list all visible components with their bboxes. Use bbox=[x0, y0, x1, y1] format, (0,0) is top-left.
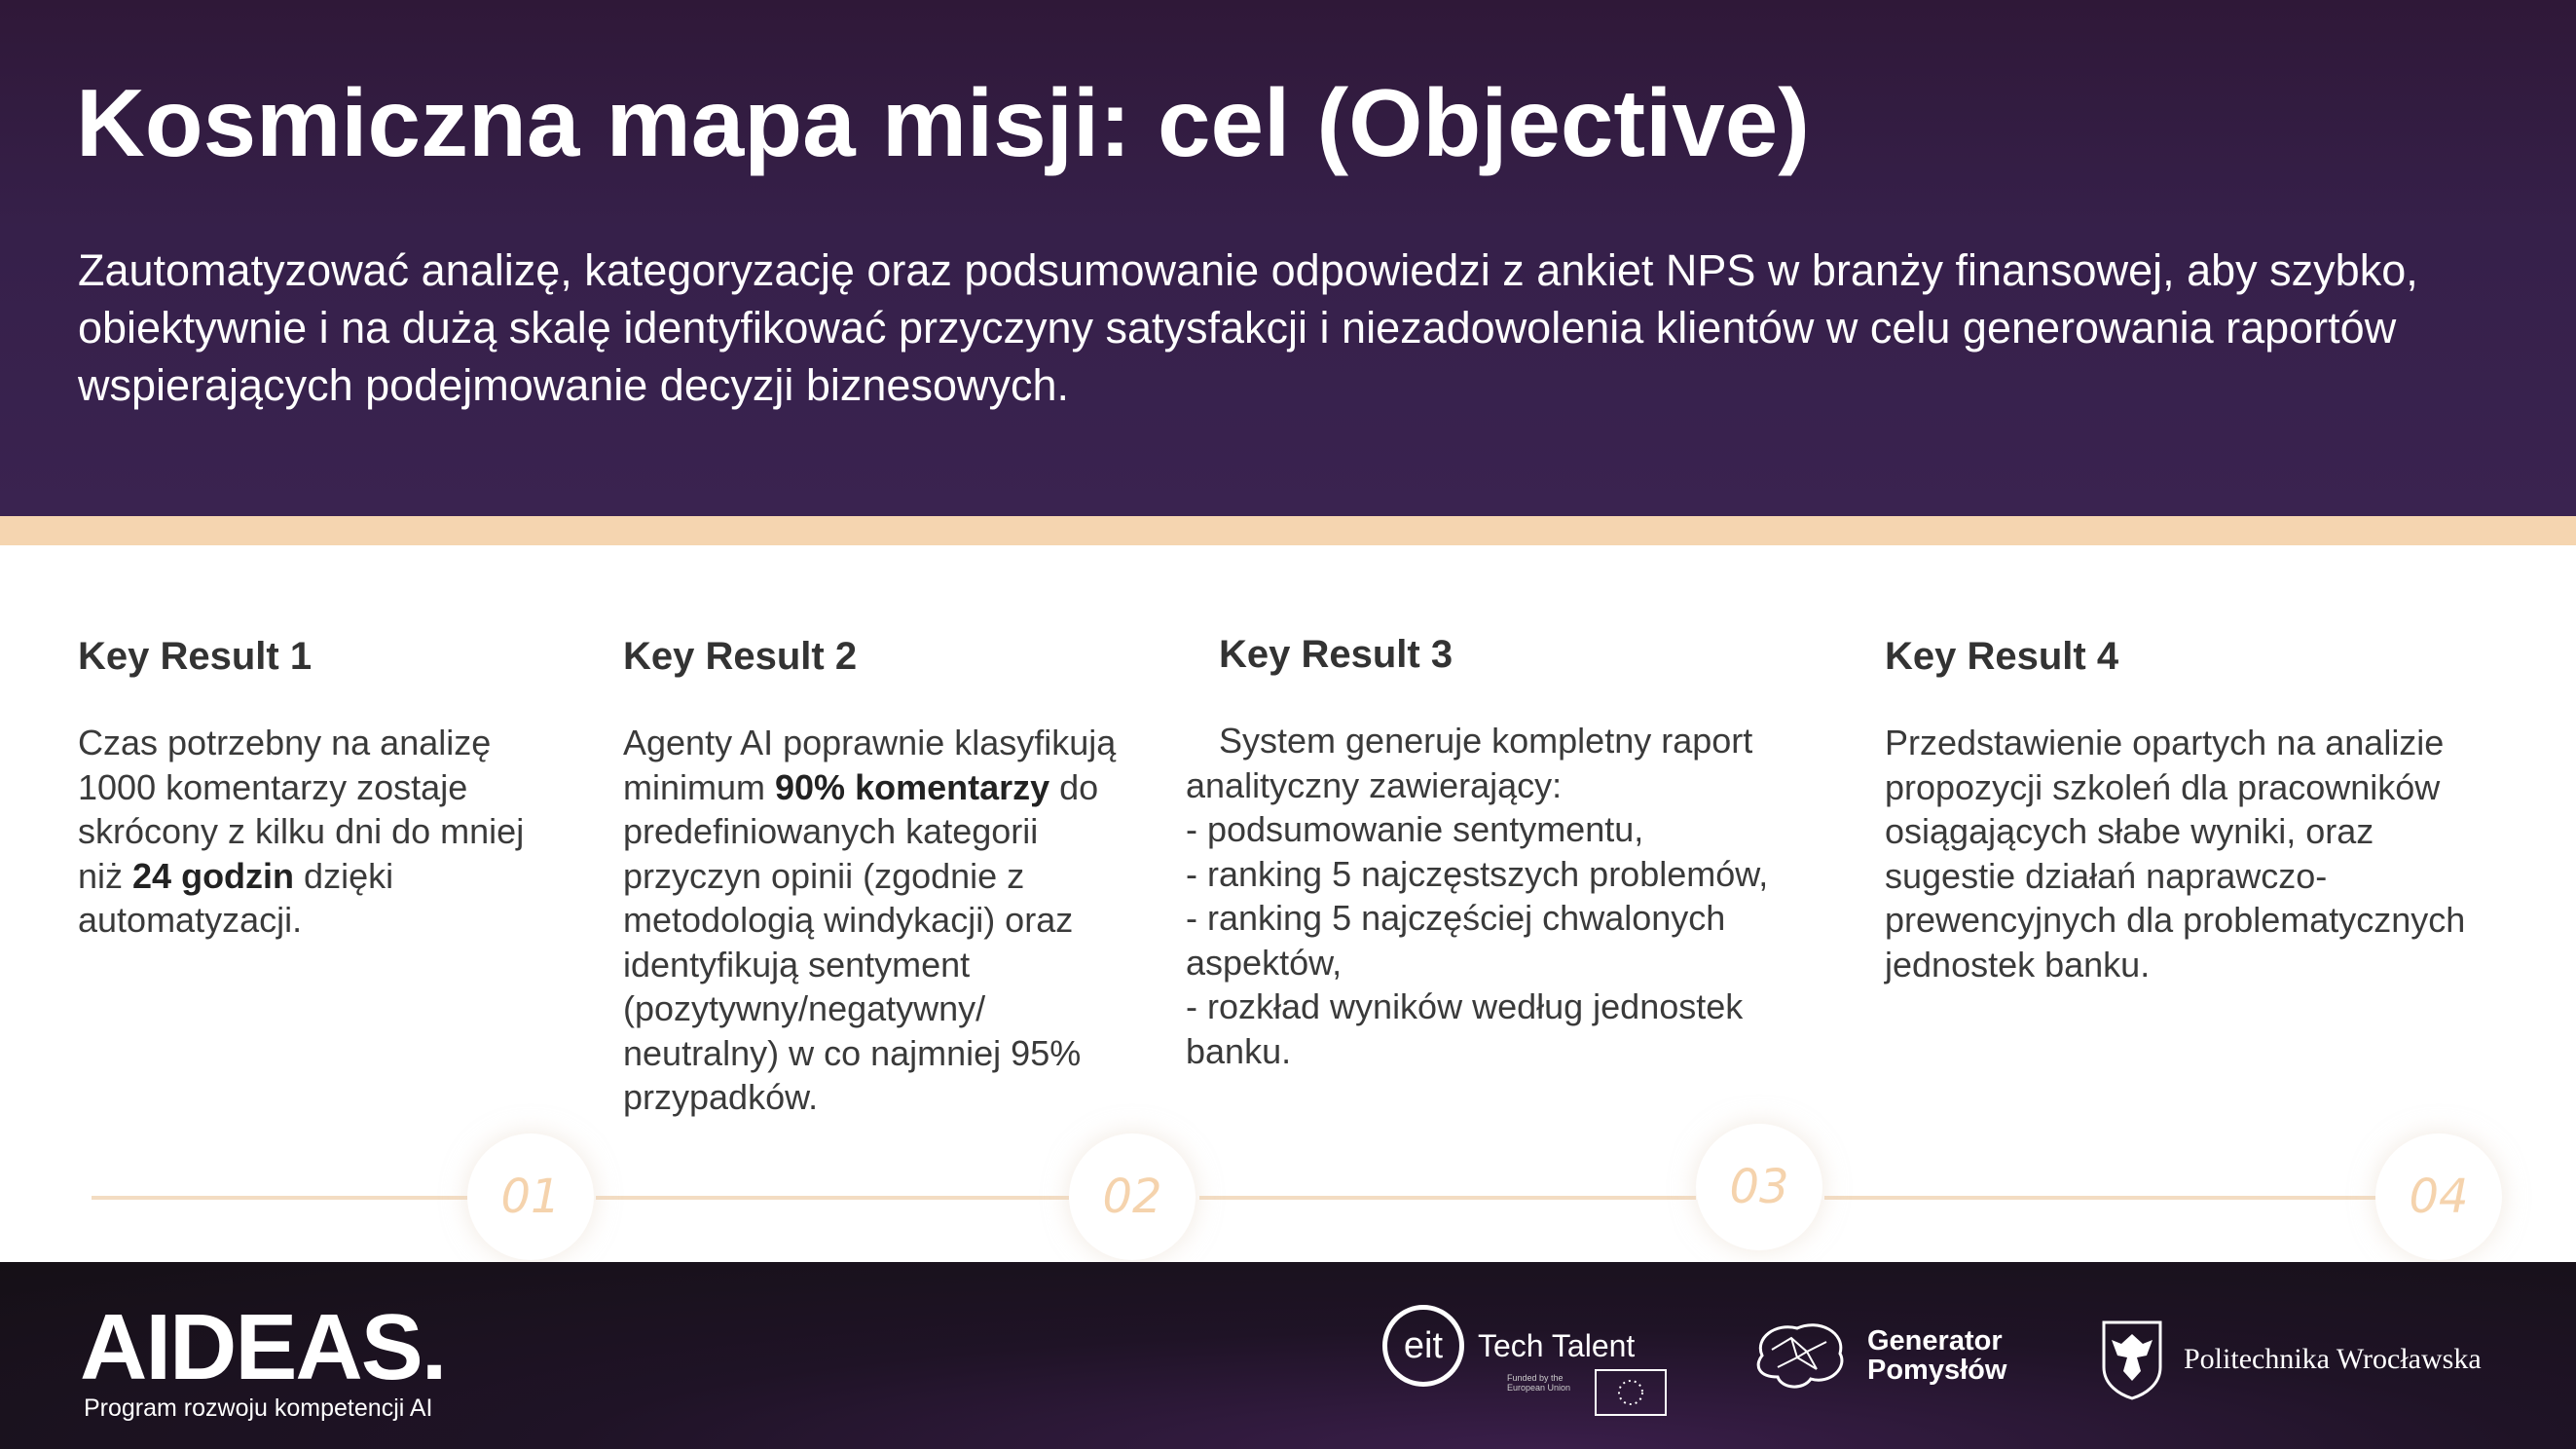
politechnika-logo bbox=[2098, 1317, 2482, 1402]
key-result-title: Key Result 2 bbox=[623, 635, 858, 678]
timeline bbox=[0, 1130, 2576, 1246]
timeline-step-03: 03 bbox=[1696, 1124, 1822, 1250]
eit-icon: eit bbox=[1382, 1305, 1464, 1387]
timeline-line bbox=[92, 1196, 467, 1200]
key-result-body: Przedstawienie opartych na analizie propozycji szkoleń dla pracowników osiągających słabe wyniki, oraz sugestie działań naprawczo- prewencyjnych dla problematycznych jednostek banku. bbox=[1885, 723, 2466, 985]
accent-stripe bbox=[0, 516, 2576, 545]
key-result-title: Key Result 3 bbox=[1219, 633, 1454, 676]
objective-text: Zautomatyzować analizę, kategoryzację oraz podsumowanie odpowiedzi z ankiet NPS w branży finansowej, aby szybko, obiektywnie i na dużą skalę identyfikować przyczyny satysfakcji i niezadowolenia klientów w celu generowania raportów wspierających podejmowanie decyzji biznesowych. bbox=[78, 245, 2418, 410]
key-result-body: Czas potrzebny na analizę 1000 komentarzy zostaje skrócony z kilku dni do mniej niż 24 godzin dzięki automatyzacji. bbox=[78, 723, 525, 940]
timeline-line bbox=[1824, 1196, 2375, 1200]
timeline-step-04: 04 bbox=[2375, 1133, 2502, 1260]
aideas-subtitle: Program rozwoju kompetencji AI bbox=[84, 1394, 433, 1422]
header-banner bbox=[0, 0, 2576, 516]
generator-text: Generator Pomysłów bbox=[1867, 1325, 2007, 1386]
eit-tech-talent-logo bbox=[1382, 1305, 1636, 1393]
eit-text: Tech Talent bbox=[1478, 1327, 1636, 1363]
key-result-1 bbox=[78, 633, 584, 943]
brain-icon bbox=[1748, 1317, 1850, 1394]
key-result-4 bbox=[1885, 633, 2508, 986]
key-result-title: Key Result 1 bbox=[78, 635, 313, 678]
key-result-body: System generuje kompletny raport analityczny zawierający: - podsumowanie sentymentu, - ranking 5 najczęstszych problemów, - ranking 5 najczęściej chwalonych aspektów, - rozkład wyników według jednostek banku. bbox=[1186, 721, 1769, 1071]
footer bbox=[0, 1262, 2576, 1449]
politechnika-text: Politechnika Wrocławska bbox=[2184, 1343, 2482, 1375]
key-result-body: Agenty AI poprawnie klasyfikują minimum 90% komentarzy do predefiniowanych kategorii przyczyn opinii (zgodnie z metodologią windykacji) oraz identyfikują sentyment (pozytywny/negatywny/ neutralny) w co najmniej 95% przypadków. bbox=[623, 723, 1117, 1117]
eagle-crest-icon bbox=[2098, 1317, 2166, 1402]
key-result-3 bbox=[1186, 631, 1867, 1073]
key-result-2 bbox=[623, 633, 1168, 1120]
eu-flag-icon bbox=[1595, 1369, 1667, 1416]
eu-funded-text: Funded by the European Union bbox=[1507, 1373, 1571, 1393]
key-result-title: Key Result 4 bbox=[1885, 635, 2119, 678]
page-title: Kosmiczna mapa misji: cel (Objective) bbox=[76, 69, 1810, 176]
timeline-line bbox=[1199, 1196, 1696, 1200]
generator-pomyslow-logo bbox=[1748, 1317, 2006, 1394]
timeline-step-01: 01 bbox=[467, 1133, 594, 1260]
timeline-step-02: 02 bbox=[1069, 1133, 1196, 1260]
timeline-line bbox=[596, 1196, 1069, 1200]
aideas-logo: AIDEAS. bbox=[80, 1295, 446, 1399]
